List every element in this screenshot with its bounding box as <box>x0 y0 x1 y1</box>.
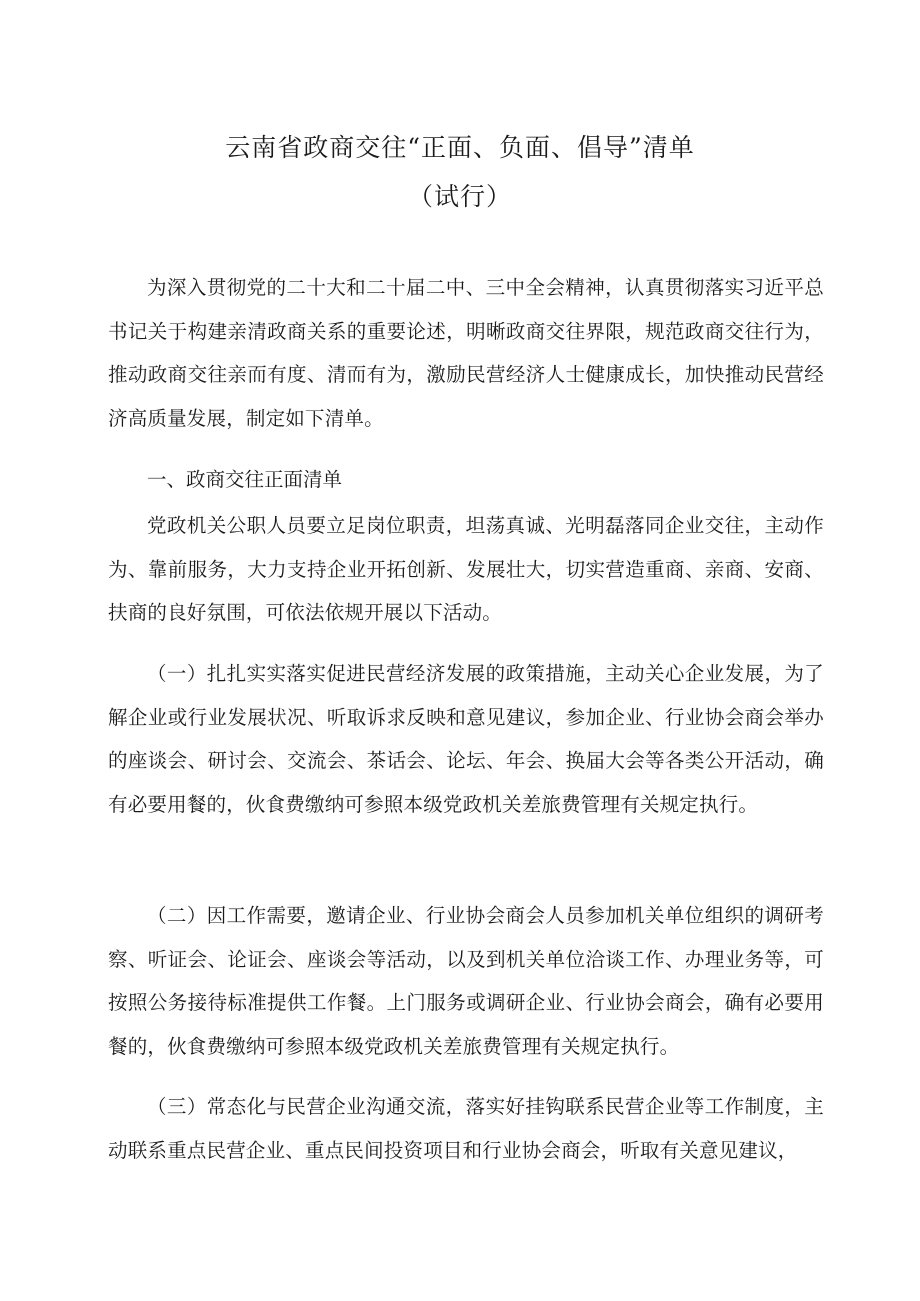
section-heading-positive-list: 一、政商交往正面清单 <box>147 468 343 491</box>
intro-paragraph: 为深入贯彻党的二十大和二十届二中、三中全会精神，认真贯彻落实习近平总书记关于构建亲清政商关系的重要论述，明晰政商交往界限，规范政商交往行为，推动政商交往亲而有度、清而有为，激励民营经济人士健康成长，加快推动民营经济高质量发展，制定如下清单。 <box>108 276 824 430</box>
item-3-paragraph: （三）常态化与民营企业沟通交流，落实好挂钩联系民营企业等工作制度，主动联系重点民营企业、重点民间投资项目和行业协会商会，听取有关意见建议， <box>108 1095 824 1162</box>
section1-intro-paragraph: 党政机关公职人员要立足岗位职责，坦荡真诚、光明磊落同企业交往，主动作为、靠前服务，大力支持企业开拓创新、发展壮大，切实营造重商、亲商、安商、扶商的良好氛围，可依法依规开展以下活动。 <box>108 514 824 624</box>
document-title: 云南省政商交往“正面、负面、倡导”清单 <box>225 133 695 162</box>
item-2-paragraph: （二）因工作需要，邀请企业、行业协会商会人员参加机关单位组织的调研考察、听证会、论证会、座谈会等活动，以及到机关单位洽谈工作、办理业务等，可按照公务接待标准提供工作餐。上门服务或调研企业、行业协会商会，确有必要用餐的，伙食费缴纳可参照本级党政机关差旅费管理有关规定执行。 <box>108 904 824 1058</box>
item-1-paragraph: （一）扎扎实实落实促进民营经济发展的政策措施，主动关心企业发展，为了解企业或行业发展状况、听取诉求反映和意见建议，参加企业、行业协会商会举办的座谈会、研讨会、交流会、茶话会、论坛、年会、换届大会等各类公开活动，确有必要用餐的，伙食费缴纳可参照本级党政机关差旅费管理有关规定执行。 <box>108 662 824 816</box>
document-subtitle: （试行） <box>407 182 512 211</box>
